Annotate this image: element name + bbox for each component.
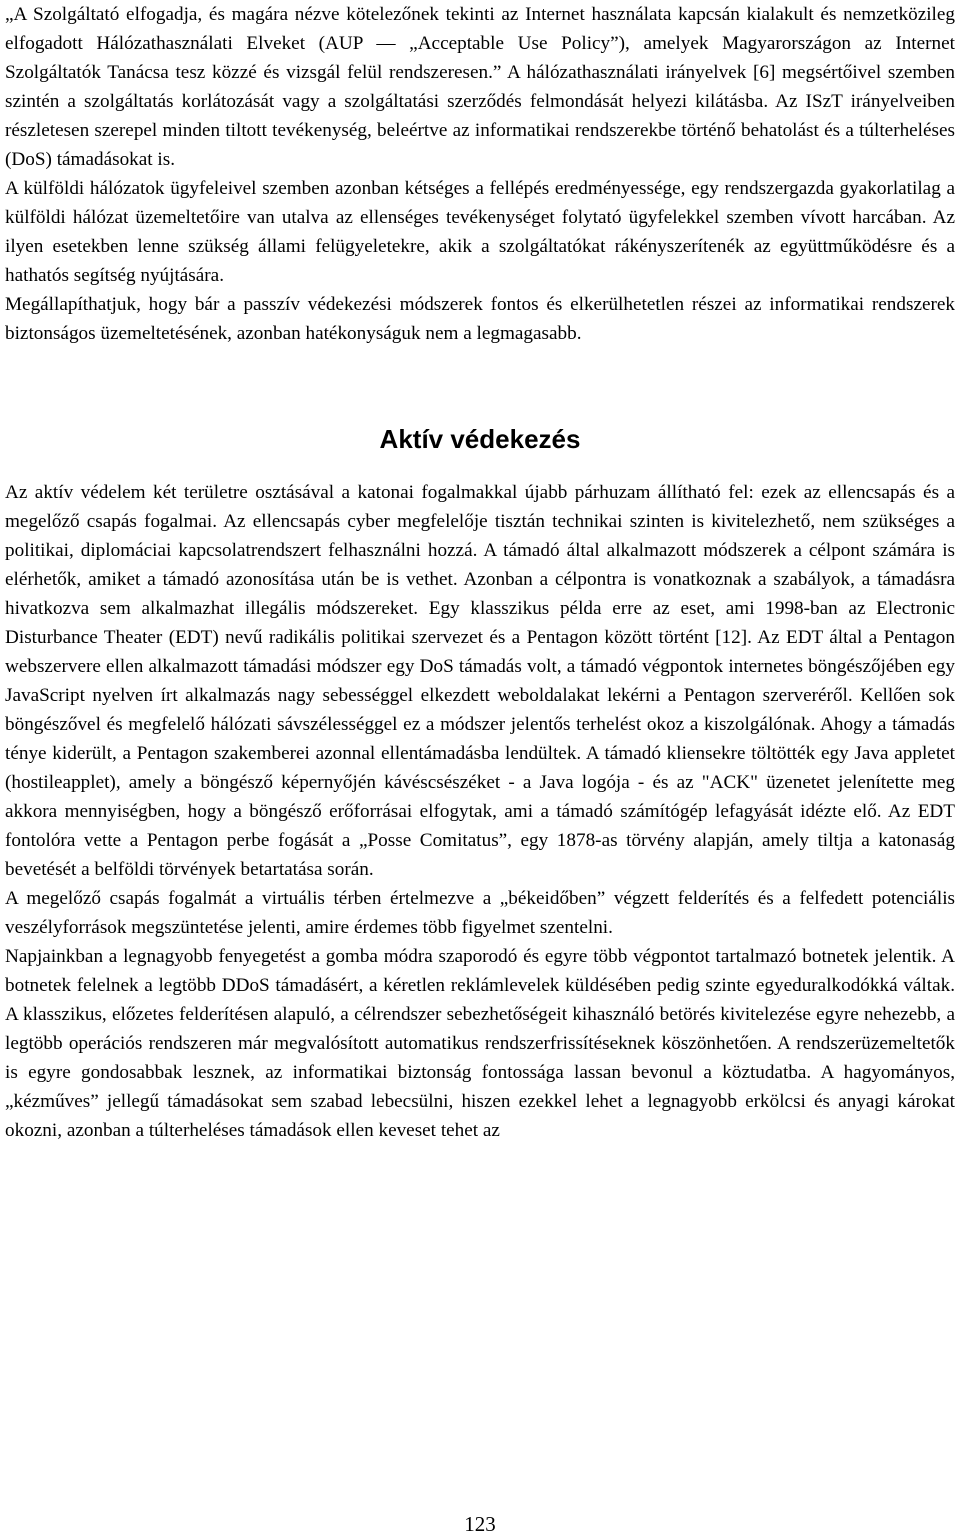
document-page [5, 0, 955, 1537]
paragraph-counterstrike: Az aktív védelem két területre osztásával a katonai fogalmakkal újabb párhuzam állítható fel: ezek az ellencsapás és a megelőző csapás fogalmai. Az ellencsapás cyber megfelelője tisztán technikai szinten is kivitelezhető, nem szükséges a politikai, diplomáciai kapcsolatrendszert felhasználni hozzá. A támadó által alkalmazott módszerek a célpont számára is elérhetők, amiket a támadó azonosítása után be is vethet. Azonban a célpontra is vonatkoznak a szabályok, a támadásra hivatkozva sem alkalmazhat illegális módszereket. Egy klasszikus példa erre az eset, ami 1998-ban az Electronic Disturbance Theater (EDT) nevű radikális politikai szervezet és a Pentagon között történt [12]. Az EDT által a Pentagon webszervere ellen alkalmazott támadási módszer egy DoS támadás volt, a támadó végpontok internetes böngészőjében egy JavaScript nyelven írt alkalmazás nagy sebességgel elkezdett weboldalakat lekérni a Pentagon szerveréről. Kellően sok böngészővel és megfelelő hálózati sávszélességgel ez a módszer jelentős terhelést okoz a kiszolgálónak. Ahogy a támadás ténye kiderült, a Pentagon szakemberei azonnal ellentámadásba lendültek. A támadó kliensekre töltötték egy Java appletet (hostileapplet), amely a böngésző képernyőjén kávéscsészéket - a Java logója - és az "ACK" üzenetet jelenítette meg akkora mennyiségben, hogy a böngésző erőforrásai elfogytak, ami a támadó számítógép lefagyását idézte elő. Az EDT fontolóra vette a Pentagon perbe fogását a „Posse Comitatus”, egy 1878-as törvény alapján, amely tiltja a katonaság bevetését a belföldi törvények betartatása során. [5, 482, 955, 880]
paragraph-aup-quote: „A Szolgáltató elfogadja, és magára nézve kötelezőnek tekinti az Internet használata kapcsán kialakult és nemzetközileg elfogadott Hálózathasználati Elveket (AUP ― „Acceptable Use Policy”), amelyek Magyarországon az Internet Szolgáltatók Tanácsa tesz közzé és vizsgál felül rendszeresen.” A hálózathasználati irányelvek [6] megsértőivel szemben szintén a szolgáltatás korlátozását vagy a szolgáltatási szerződés felmondását helyezi kilátásba. Az ISzT irányelveiben részletesen szerepel minden tiltott tevékenység, beleértve az informatikai rendszerekbe történő behatolást és a túlterheléses (DoS) támadásokat is. [5, 4, 955, 170]
page-number: 123 [464, 1512, 496, 1536]
paragraph-preemptive-strike: A megelőző csapás fogalmát a virtuális térben értelmezve a „békeidőben” végzett felderítés és a felfedett potenciális veszélyforrások megszüntetése jelenti, amire érdemes több figyelmet szentelni. [5, 888, 955, 938]
paragraph-botnets: Napjainkban a legnagyobb fenyegetést a gomba módra szaporodó és egyre több végpontot tartalmazó botnetek jelentik. A botnetek felelnek a legtöbb DDoS támadásért, a kéretlen reklámlevelek küldésében pedig szinte egyeduralkodókká váltak. A klasszikus, előzetes felderítésen alapuló, a célrendszer sebezhetőségeit kihasználó betörés kivitelezése egyre nehezebb, a legtöbb operációs rendszeren már megvalósított automatikus rendszerfrissítéseknek köszönhetően. A rendszerüzemeltetők is egyre gondosabbak lesznek, az informatikai biztonság fontossága lassan bevonul a köztudatba. A hagyományos, „kézműves” jellegű támadásokat sem szabad lebecsülni, hiszen ezekkel lehet a legnagyobb erkölcsi és anyagi károkat okozni, azonban a túlterheléses támadások ellen keveset tehet az [5, 946, 955, 1141]
paragraph-foreign-networks: A külföldi hálózatok ügyfeleivel szemben azonban kétséges a fellépés eredményessége, egy rendszergazda gyakorlatilag a külföldi hálózat üzemeltetőire van utalva az ellenséges tevékenységet folytató ügyfelekkel szemben vívott harcában. Az ilyen esetekben lenne szükség állami felügyeletekre, akik a szolgáltatókat rákényszerítenék az együttműködésre és a hathatós segítség nyújtására. [5, 178, 955, 286]
section-spacer [5, 348, 955, 423]
paragraph-passive-conclusion: Megállapíthatjuk, hogy bár a passzív védekezési módszerek fontos és elkerülhetetlen részei az informatikai rendszerek biztonságos üzemeltetésének, azonban hatékonyságuk nem a legmagasabb. [5, 294, 955, 344]
heading-spacer [5, 455, 955, 478]
section-heading: Aktív védekezés [379, 424, 581, 454]
